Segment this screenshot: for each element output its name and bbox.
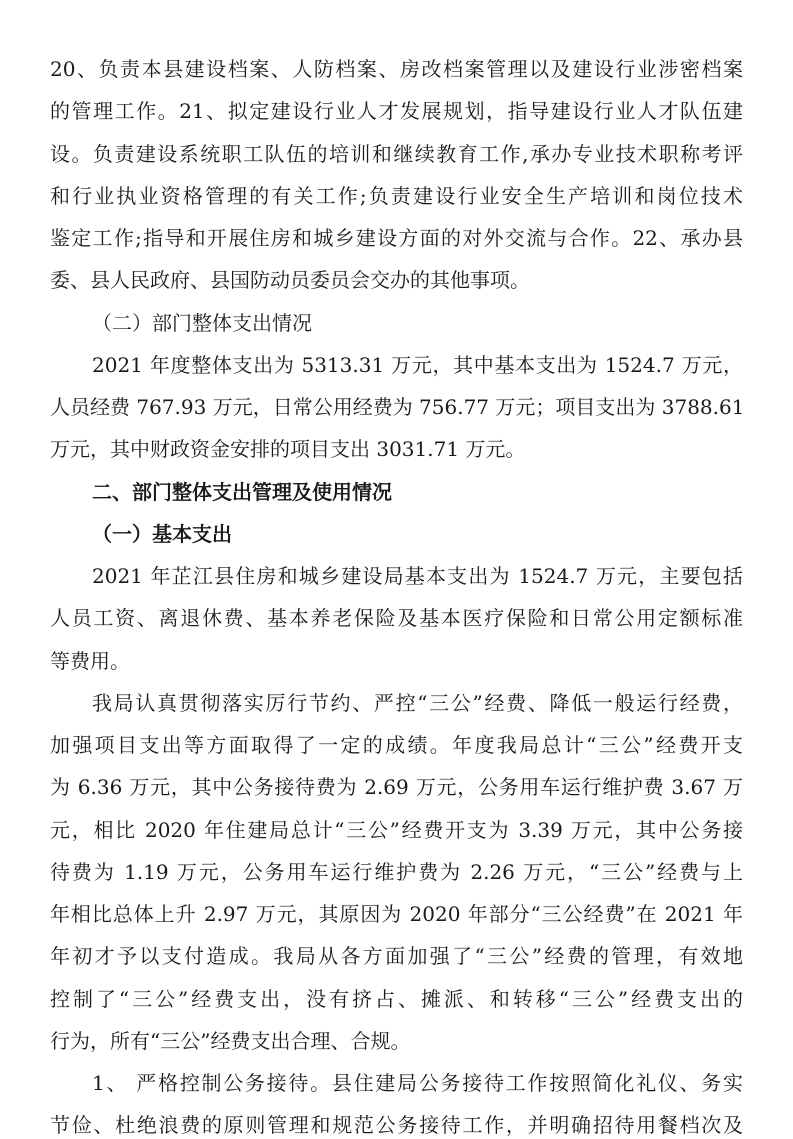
section-subheading: （二）部门整体支出情况: [92, 311, 312, 335]
paragraph-line: 万元，其中财政资金安排的项目支出 3031.71 万元。: [50, 437, 526, 461]
paragraph-line: 加强项目支出等方面取得了一定的成绩。年度我局总计“三公”经费开支: [50, 733, 743, 757]
section-heading: （一）基本支出: [92, 522, 232, 546]
paragraph-line: 节俭、杜绝浪费的原则管理和规范公务接待工作，并明确招待用餐档次及: [50, 1113, 743, 1137]
paragraph-line: 人员工资、离退休费、基本养老保险及基本医疗保险和日常公用定额标准: [50, 606, 743, 630]
paragraph-line: 设。负责建设系统职工队伍的培训和继续教育工作,承办专业技术职称考评: [50, 142, 743, 166]
paragraph-line: 年相比总体上升 2.97 万元，其原因为 2020 年部分“三公经费”在 2021 年: [50, 902, 743, 926]
paragraph-line: 2021 年度整体支出为 5313.31 万元，其中基本支出为 1524.7 万元，: [92, 353, 743, 377]
section-heading: 二、部门整体支出管理及使用情况: [92, 480, 392, 504]
paragraph-line: 行为，所有“三公”经费支出合理、合规。: [50, 1029, 411, 1053]
paragraph-line: 鉴定工作;指导和开展住房和城乡建设方面的对外交流与合作。22、承办县: [50, 226, 743, 250]
paragraph-line: 等费用。: [50, 649, 130, 673]
paragraph-line: 1、 严格控制公务接待。县住建局公务接待工作按照简化礼仪、务实: [92, 1071, 743, 1095]
paragraph-line: 和行业执业资格管理的有关工作;负责建设行业安全生产培训和岗位技术: [50, 184, 743, 208]
paragraph-line: 的管理工作。21、拟定建设行业人才发展规划，指导建设行业人才队伍建: [50, 99, 743, 123]
paragraph-line: 待费为 1.19 万元，公务用车运行维护费为 2.26 万元，“三公”经费与上: [50, 860, 743, 884]
paragraph-line: 2021 年芷江县住房和城乡建设局基本支出为 1524.7 万元，主要包括: [92, 564, 743, 588]
paragraph-line: 为 6.36 万元，其中公务接待费为 2.69 万元，公务用车运行维护费 3.67 万: [50, 775, 743, 799]
paragraph-line: 委、县人民政府、县国防动员委员会交办的其他事项。: [50, 268, 530, 292]
paragraph-line: 控制了“三公”经费支出，没有挤占、摊派、和转移“三公”经费支出的: [50, 987, 743, 1011]
paragraph-line: 20、负责本县建设档案、人防档案、房改档案管理以及建设行业涉密档案: [50, 57, 743, 81]
paragraph-line: 元，相比 2020 年住建局总计“三公”经费开支为 3.39 万元，其中公务接: [50, 818, 743, 842]
paragraph-line: 年初才予以支付造成。我局从各方面加强了“三公”经费的管理，有效地: [50, 944, 743, 968]
paragraph-line: 我局认真贯彻落实厉行节约、严控“三公”经费、降低一般运行经费，: [92, 691, 743, 715]
paragraph-line: 人员经费 767.93 万元，日常公用经费为 756.77 万元；项目支出为 3788.61: [50, 395, 745, 419]
